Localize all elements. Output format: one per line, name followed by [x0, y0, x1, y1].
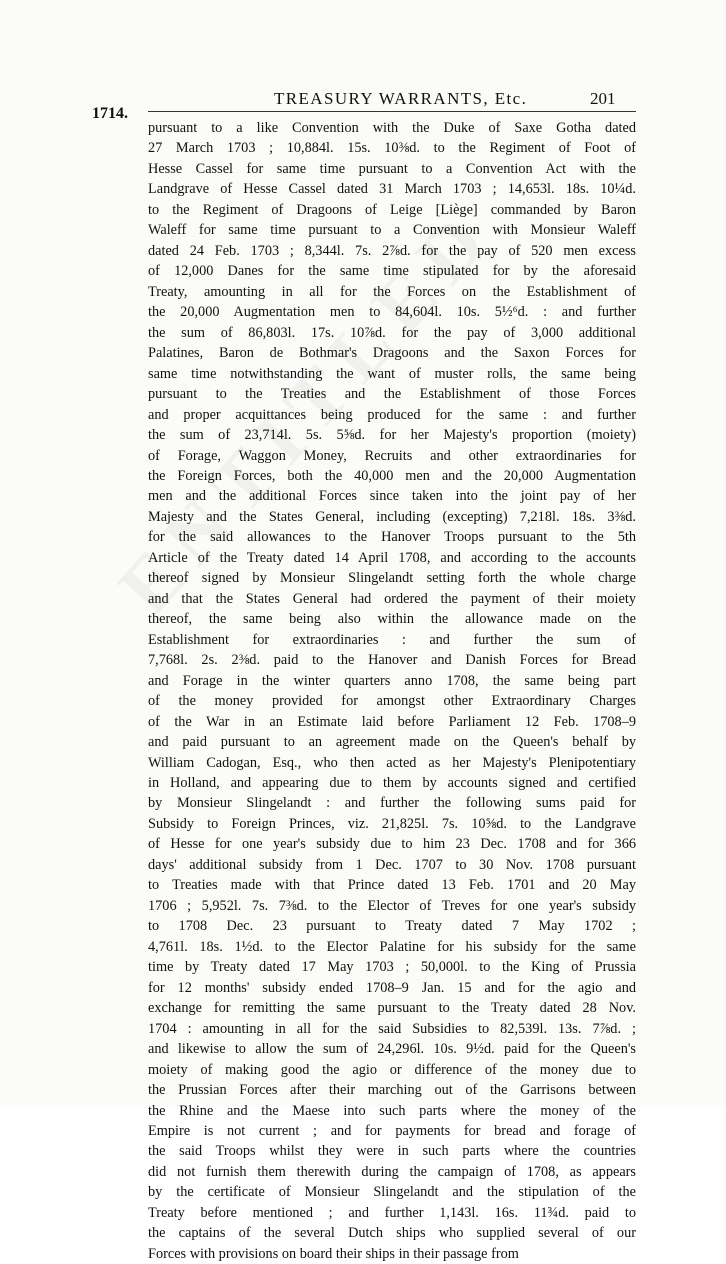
text-line: of Hesse for one year's subsidy due to him 23 Dec. 1708 and for 366: [148, 836, 636, 853]
text-line: Forces with provisions on board their ships in their passage from: [148, 1245, 519, 1262]
text-line: Waleff for same time pursuant to a Convention with Monsieur Waleff: [148, 222, 636, 239]
header-year: 1714.: [92, 105, 128, 122]
text-line: thereof signed by Monsieur Slingelandt setting forth the whole charge: [148, 570, 636, 587]
header-divider: [148, 111, 636, 112]
text-line: to Treaties made with that Prince dated 13 Feb. 1701 and 20 May: [148, 877, 636, 894]
text-line: Establishment for extraordinaries : and further the sum of: [148, 631, 636, 648]
text-line: 1706 ; 5,952l. 7s. 7⅜d. to the Elector of Treves for one year's subsidy: [148, 897, 636, 914]
text-line: to 1708 Dec. 23 pursuant to Treaty dated 7 May 1702 ;: [148, 918, 636, 935]
text-line: the Rhine and the Maese into such parts where the money of the: [148, 1102, 636, 1119]
text-line: days' additional subsidy from 1 Dec. 1707 to 30 Nov. 1708 pursuant: [148, 856, 636, 873]
text-line: 4,761l. 18s. 1½d. to the Elector Palatine for his subsidy for the same: [148, 938, 636, 955]
text-line: 1704 : amounting in all for the said Subsidies to 82,539l. 13s. 7⅞d. ;: [148, 1020, 636, 1037]
text-line: for the said allowances to the Hanover Troops pursuant to the 5th: [148, 529, 636, 546]
text-line: Empire is not current ; and for payments for bread and forage of: [148, 1122, 636, 1139]
text-line: Palatines, Baron de Bothmar's Dragoons and the Saxon Forces for: [148, 345, 636, 362]
text-line: the said Troops whilst they were in such parts where the countries: [148, 1143, 636, 1160]
text-line: dated 24 Feb. 1703 ; 8,344l. 7s. 2⅞d. for the pay of 520 men excess: [148, 242, 636, 259]
text-line: to the Regiment of Dragoons of Leige [Liège] commanded by Baron: [148, 201, 636, 218]
text-line: the 20,000 Augmentation men to 84,604l. 10s. 5½⁶d. : and further: [148, 304, 636, 321]
running-title: TREASURY WARRANTS, Etc.: [274, 89, 528, 108]
text-line: Landgrave of Hesse Cassel dated 31 March 1703 ; 14,653l. 18s. 10¼d.: [148, 181, 636, 198]
text-line: of the money provided for amongst other Extraordinary Charges: [148, 693, 636, 710]
text-line: of Forage, Waggon Money, Recruits and other extraordinaries for: [148, 447, 636, 464]
text-line: pursuant to a like Convention with the Duke of Saxe Gotha dated: [148, 120, 636, 136]
text-line: moiety of making good the agio or difference of the money due to: [148, 1061, 636, 1078]
text-line: 27 March 1703 ; 10,884l. 15s. 10⅜d. to the Regiment of Foot of: [148, 140, 636, 157]
text-line: Treaty, amounting in all for the Forces on the Establishment of: [148, 283, 636, 300]
page-number: 201: [590, 89, 616, 108]
text-line: by Monsieur Slingelandt : and further the following sums paid for: [148, 795, 636, 812]
text-line: Treaty before mentioned ; and further 1,143l. 16s. 11¾d. paid to: [148, 1204, 636, 1221]
text-line: and proper acquittances being produced for the same : and further: [148, 406, 636, 423]
text-line: pursuant to the Treaties and the Establishment of those Forces: [148, 386, 636, 403]
text-line: did not furnish them therewith during the campaign of 1708, as appears: [148, 1163, 636, 1180]
text-line: time by Treaty dated 17 May 1703 ; 50,000l. to the King of Prussia: [148, 959, 636, 976]
text-line: the Foreign Forces, both the 40,000 men and the 20,000 Augmentation: [148, 467, 636, 484]
text-line: in Holland, and appearing due to them by accounts signed and certified: [148, 775, 636, 791]
text-line: and Forage in the winter quarters anno 1708, the same being part: [148, 672, 636, 689]
text-line: by the certificate of Monsieur Slingelandt and the stipulation of the: [148, 1184, 636, 1201]
text-line: of 12,000 Danes for the same time stipulated for by the aforesaid: [148, 263, 636, 280]
text-line: thereof, the same being also within the allowance made on the: [148, 611, 636, 628]
text-line: and likewise to allow the sum of 24,296l. 10s. 9½d. paid for the Queen's: [148, 1041, 636, 1058]
text-line: the sum of 23,714l. 5s. 5⅝d. for her Majesty's proportion (moiety): [148, 427, 636, 444]
text-line: the sum of 86,803l. 17s. 10⅞d. for the pay of 3,000 additional: [148, 324, 636, 341]
text-line: Hesse Cassel for same time pursuant to a Convention Act with the: [148, 160, 636, 177]
text-line: of the War in an Estimate laid before Parliament 12 Feb. 1708–9: [148, 713, 636, 730]
text-line: Article of the Treaty dated 14 April 1708, and according to the accounts: [148, 549, 636, 566]
text-line: and that the States General had ordered the payment of their moiety: [148, 590, 636, 607]
text-line: Subsidy to Foreign Princes, viz. 21,825l. 7s. 10⅝d. to the Landgrave: [148, 815, 636, 832]
body-text: [148, 118, 636, 1264]
text-line: for 12 months' subsidy ended 1708–9 Jan. 15 and for the agio and: [148, 979, 636, 996]
text-line: the Prussian Forces after their marching out of the Garrisons between: [148, 1082, 636, 1099]
text-line: men and the additional Forces since taken into the joint pay of her: [148, 488, 636, 505]
text-line: exchange for remitting the same pursuant to the Treaty dated 28 Nov.: [148, 1000, 636, 1017]
text-line: the captains of the several Dutch ships who supplied several of our: [148, 1225, 636, 1242]
text-line: and paid pursuant to an agreement made on the Queen's behalf by: [148, 734, 636, 751]
text-line: Majesty and the States General, including (excepting) 7,218l. 18s. 3⅜d.: [148, 508, 636, 525]
text-line: same time notwithstanding the want of muster rolls, the same being: [148, 365, 636, 382]
text-line: William Cadogan, Esq., who then acted as her Majesty's Plenipotentiary: [148, 754, 636, 771]
text-line: 7,768l. 2s. 2⅜d. paid to the Hanover and Danish Forces for Bread: [148, 652, 636, 669]
